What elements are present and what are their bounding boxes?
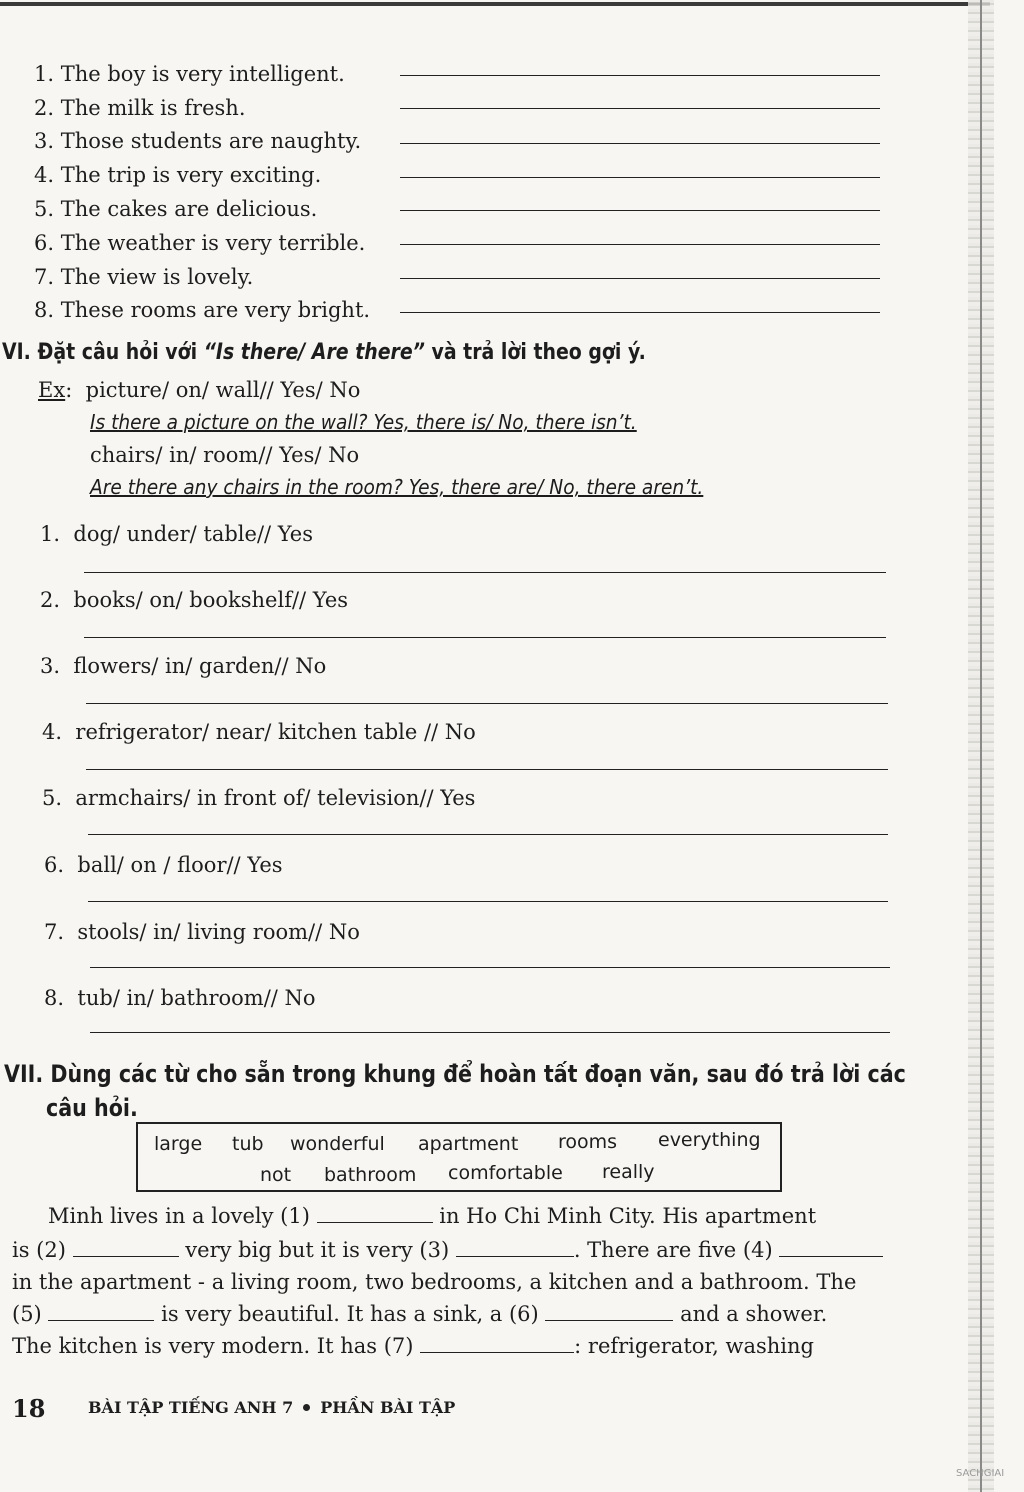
- para-line-4: [12, 1302, 827, 1326]
- bullet-icon: [303, 1404, 310, 1411]
- part5-item: [34, 96, 246, 120]
- para-line-2: [12, 1238, 883, 1262]
- item-text: refrigerator/ near/ kitchen table // No: [75, 720, 476, 744]
- part6-item: [44, 920, 360, 944]
- answer-line[interactable]: [400, 312, 880, 313]
- para-text: and a shower.: [680, 1302, 828, 1326]
- item-number: 3.: [40, 654, 61, 678]
- item-number: 4.: [34, 163, 55, 187]
- item-text: flowers/ in/ garden// No: [73, 654, 327, 678]
- blank-3[interactable]: [456, 1238, 574, 1257]
- answer-line[interactable]: [400, 244, 880, 245]
- section-number: VII.: [4, 1060, 44, 1088]
- page-edge: [980, 0, 982, 1492]
- item-number: 7.: [44, 920, 65, 944]
- word-box: [136, 1122, 782, 1192]
- section-number: VI.: [2, 340, 31, 365]
- word-option: everything: [658, 1129, 761, 1151]
- item-text: ball/ on / floor// Yes: [77, 853, 283, 877]
- para-text: is very beautiful. It has a sink, a (6): [161, 1302, 539, 1326]
- para-text: (5): [12, 1302, 42, 1326]
- item-text: The milk is fresh.: [60, 96, 246, 120]
- part5-item: [34, 163, 321, 187]
- word-option: tub: [232, 1133, 264, 1155]
- example-prompt-1: Ex: picture/ on/ wall// Yes/ No: [38, 378, 361, 402]
- answer-line[interactable]: [88, 834, 888, 835]
- answer-line[interactable]: [84, 637, 886, 638]
- heading-text-pre: Đặt câu hỏi với: [37, 340, 198, 365]
- part5-item: [34, 231, 365, 255]
- answer-line[interactable]: [400, 108, 880, 109]
- item-number: 6.: [44, 853, 65, 877]
- item-number: 8.: [34, 298, 55, 322]
- answer-line[interactable]: [400, 143, 880, 144]
- example-label: Ex: [38, 378, 66, 402]
- item-text: The view is lovely.: [60, 265, 254, 289]
- section-heading-7: [4, 1060, 906, 1088]
- answer-line[interactable]: [86, 769, 888, 770]
- part5-item: [34, 298, 370, 322]
- answer-line[interactable]: [90, 967, 890, 968]
- answer-line[interactable]: [400, 75, 880, 76]
- blank-5[interactable]: [48, 1302, 154, 1321]
- word-option: rooms: [558, 1131, 618, 1153]
- section-heading-6: [2, 340, 646, 365]
- para-text: very big but it is very (3): [185, 1238, 450, 1262]
- item-text: The weather is very terrible.: [60, 231, 366, 255]
- answer-line[interactable]: [400, 210, 880, 211]
- watermark: SACHGIAI: [956, 1468, 1005, 1479]
- item-number: 4.: [42, 720, 63, 744]
- para-text: . There are five (4): [573, 1238, 773, 1262]
- blank-6[interactable]: [545, 1302, 673, 1321]
- part6-item: [40, 522, 313, 546]
- page-number: 18: [12, 1394, 46, 1423]
- running-footer: [88, 1398, 455, 1417]
- word-option: comfortable: [448, 1162, 563, 1184]
- word-option: bathroom: [324, 1164, 417, 1186]
- item-number: 2.: [34, 96, 55, 120]
- part6-item: [44, 986, 316, 1010]
- para-line-5: [12, 1334, 814, 1358]
- para-text: The kitchen is very modern. It has (7): [12, 1334, 414, 1358]
- item-number: 1.: [40, 522, 61, 546]
- answer-line[interactable]: [400, 278, 880, 279]
- section-heading-7-cont: câu hỏi.: [46, 1094, 138, 1122]
- item-text: The boy is very intelligent.: [60, 62, 345, 86]
- answer-line[interactable]: [86, 703, 888, 704]
- item-text: The trip is very exciting.: [60, 163, 322, 187]
- book-title: BÀI TẬP TIẾNG ANH 7: [88, 1398, 294, 1417]
- item-text: books/ on/ bookshelf// Yes: [73, 588, 349, 612]
- item-text: The cakes are delicious.: [60, 197, 318, 221]
- item-number: 2.: [40, 588, 61, 612]
- word-option: wonderful: [290, 1133, 385, 1155]
- item-text: armchairs/ in front of/ television// Yes: [75, 786, 476, 810]
- item-number: 7.: [34, 265, 55, 289]
- blank-1[interactable]: [317, 1204, 433, 1223]
- heading-quote: “Is there/ Are there”: [203, 340, 425, 365]
- item-number: 5.: [42, 786, 63, 810]
- item-number: 6.: [34, 231, 55, 255]
- part5-item: [34, 265, 253, 289]
- para-line-3: in the apartment - a living room, two bedrooms, a kitchen and a bathroom. The: [12, 1270, 857, 1294]
- part5-item: [34, 129, 361, 153]
- item-number: 5.: [34, 197, 55, 221]
- word-option: really: [602, 1161, 655, 1183]
- part6-item: [40, 588, 348, 612]
- part6-item: [44, 853, 283, 877]
- heading-text: Dùng các từ cho sẵn trong khung để hoàn tất đoạn văn, sau đó trả lời các: [50, 1060, 906, 1088]
- example-prompt-text: picture/ on/ wall// Yes/ No: [85, 378, 361, 402]
- blank-2[interactable]: [73, 1238, 179, 1257]
- item-text: Those students are naughty.: [60, 129, 362, 153]
- item-text: These rooms are very bright.: [60, 298, 371, 322]
- example-prompt-2: chairs/ in/ room// Yes/ No: [90, 443, 360, 467]
- item-text: dog/ under/ table// Yes: [73, 522, 314, 546]
- word-option: apartment: [418, 1133, 519, 1155]
- answer-line[interactable]: [400, 177, 880, 178]
- para-text: : refrigerator, washing: [574, 1334, 814, 1358]
- part5-item: [34, 197, 317, 221]
- part5-item: [34, 62, 345, 86]
- answer-line[interactable]: [90, 1032, 890, 1033]
- item-number: 8.: [44, 986, 65, 1010]
- para-text: in Ho Chi Minh City. His apartment: [439, 1204, 817, 1228]
- para-text: Minh lives in a lovely (1): [48, 1204, 310, 1228]
- para-text: is (2): [12, 1238, 66, 1262]
- answer-line[interactable]: [88, 901, 888, 902]
- book-section: PHẦN BÀI TẬP: [320, 1398, 456, 1417]
- part6-item: [42, 720, 476, 744]
- word-option: large: [154, 1133, 203, 1155]
- word-option: not: [260, 1164, 292, 1186]
- answer-line[interactable]: [84, 572, 886, 573]
- blank-7[interactable]: [420, 1334, 574, 1353]
- blank-4[interactable]: [779, 1238, 883, 1257]
- part6-item: [40, 654, 326, 678]
- part6-item: [42, 786, 475, 810]
- item-number: 1.: [34, 62, 55, 86]
- item-number: 3.: [34, 129, 55, 153]
- item-text: stools/ in/ living room// No: [77, 920, 360, 944]
- example-answer-1: Is there a picture on the wall? Yes, there is/ No, there isn’t.: [90, 410, 637, 434]
- item-text: tub/ in/ bathroom// No: [77, 986, 316, 1010]
- para-line-1: [48, 1204, 816, 1228]
- heading-text-post: và trả lời theo gợi ý.: [431, 340, 646, 365]
- example-answer-2: Are there any chairs in the room? Yes, there are/ No, there aren’t.: [90, 475, 704, 499]
- top-rule: [0, 2, 990, 6]
